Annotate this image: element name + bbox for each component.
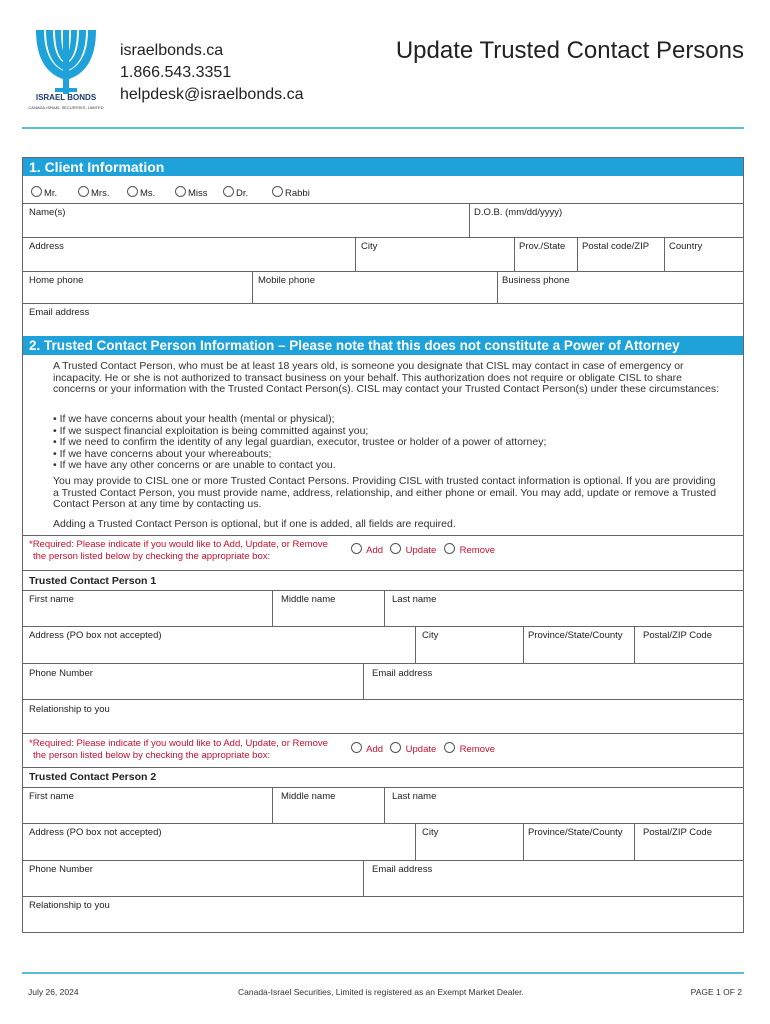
tcp1-email-cell[interactable] xyxy=(363,664,433,700)
footer-note: Canada-Israel Securities, Limited is registered as an Exempt Market Dealer. xyxy=(238,987,524,997)
email-link[interactable]: helpdesk@israelbonds.ca xyxy=(120,86,304,103)
tcp2-middle-name-cell[interactable] xyxy=(272,788,336,824)
phone-number: 1.866.543.3351 xyxy=(120,64,232,81)
tcp2-email-cell[interactable] xyxy=(363,861,433,897)
radio-icon xyxy=(78,186,89,197)
bullet-item: • If we have any other concerns or are unable to contact you. xyxy=(53,459,336,472)
postal-label: Postal/ZIP Code xyxy=(643,827,713,838)
footer-divider xyxy=(22,972,744,974)
tcp-circumstances-list xyxy=(53,414,723,472)
svg-text:CANADA-ISRAEL SECURITIES, LIMI: CANADA-ISRAEL SECURITIES, LIMITED xyxy=(28,105,104,110)
section1-heading: 1. Client Information xyxy=(23,158,743,176)
tcp2-heading-row xyxy=(23,767,743,788)
radio-icon xyxy=(444,742,455,753)
mobile-phone-cell[interactable] xyxy=(252,272,316,304)
dob-label: D.O.B. (mm/dd/yyyy) xyxy=(474,207,563,218)
postal-cell[interactable] xyxy=(577,238,650,272)
city-label: City xyxy=(361,241,378,252)
mobile-phone-label: Mobile phone xyxy=(258,275,316,286)
radio-icon xyxy=(272,186,283,197)
dob-cell[interactable] xyxy=(469,204,563,238)
tcp2-relationship-row xyxy=(23,896,743,933)
tcp1-name-row xyxy=(23,590,743,627)
title-option-mr[interactable]: Mr. xyxy=(31,186,57,199)
province-label: Province/State/County xyxy=(528,827,623,838)
radio-icon xyxy=(390,543,401,554)
address-field[interactable]: Address xyxy=(29,241,64,252)
website-link[interactable]: israelbonds.ca xyxy=(120,42,224,59)
footer-date: July 26, 2024 xyxy=(28,987,79,997)
email-label: Email address xyxy=(372,668,433,679)
footer-page-number: PAGE 1 OF 2 xyxy=(690,987,742,997)
contact-info xyxy=(120,40,303,106)
section2-heading: 2. Trusted Contact Person Information – Please note that this does not constitute a Power of Attorney xyxy=(23,336,743,355)
middle-name-label: Middle name xyxy=(281,791,336,802)
radio-icon xyxy=(351,543,362,554)
tcp2-add-option[interactable]: Add xyxy=(351,742,383,755)
tcp2-address-field[interactable]: Address (PO box not accepted) xyxy=(29,827,162,838)
radio-icon xyxy=(175,186,186,197)
tcp1-last-name-cell[interactable] xyxy=(384,591,437,627)
radio-icon xyxy=(351,742,362,753)
business-phone-label: Business phone xyxy=(502,275,570,286)
tcp1-action-row xyxy=(23,535,743,571)
province-label: Province/State/County xyxy=(528,630,623,641)
tcp1-address-row xyxy=(23,626,743,664)
prov-label: Prov./State xyxy=(519,241,566,252)
city-label: City xyxy=(422,630,439,641)
tcp1-required-instruction: *Required: Please indicate if you would like to Add, Update, or Remove the person listed below by checking the appropriate box: xyxy=(29,539,328,562)
postal-label: Postal code/ZIP xyxy=(582,241,650,252)
email-row xyxy=(23,303,743,336)
title-option-miss[interactable]: Miss xyxy=(175,186,208,199)
city-label: City xyxy=(422,827,439,838)
business-phone-cell[interactable] xyxy=(497,272,570,304)
names-field[interactable]: Name(s) xyxy=(29,207,66,218)
tcp1-heading: Trusted Contact Person 1 xyxy=(29,575,157,587)
tcp2-relationship-field[interactable]: Relationship to you xyxy=(29,900,110,911)
tcp2-first-name-field[interactable]: First name xyxy=(29,791,74,802)
last-name-label: Last name xyxy=(392,791,437,802)
tcp1-contact-row xyxy=(23,663,743,700)
title-option-rabbi[interactable]: Rabbi xyxy=(272,186,310,199)
bullet-item: • If we have concerns about your health (mental or physical); xyxy=(53,413,335,425)
tcp2-required-instruction: *Required: Please indicate if you would like to Add, Update, or Remove the person listed below by checking the appropriate box: xyxy=(29,738,328,761)
form-frame xyxy=(22,157,744,933)
radio-icon xyxy=(31,186,42,197)
city-cell[interactable] xyxy=(355,238,378,272)
tcp-optional-paragraph: You may provide to CISL one or more Trusted Contact Persons. Providing CISL with trusted contact information is optional. If you are providing a Trusted Contact Person, you must provide name, address, relationship, and either phone or email. You may add, update or remove a Trusted Contact Person at any time by contacting us. xyxy=(53,475,717,511)
home-phone-field[interactable]: Home phone xyxy=(29,275,84,286)
email-field[interactable]: Email address xyxy=(29,307,90,318)
tcp1-province-cell[interactable] xyxy=(523,627,623,664)
postal-label: Postal/ZIP Code xyxy=(643,630,713,641)
last-name-label: Last name xyxy=(392,594,437,605)
tcp-intro-paragraph: A Trusted Contact Person, who must be at least 18 years old, is someone you designate that CISL may contact in case of emergency or incapacity. He or she is not authorized to transact business on your behalf. This authorization does not require or obligate CISL to share concerns or your information with the Trusted Contact Person(s). CISL may contact your Trusted Contact Person(s) under these circumstances: xyxy=(53,360,720,396)
tcp2-contact-row xyxy=(23,860,743,897)
prov-cell[interactable] xyxy=(514,238,566,272)
tcp1-heading-row xyxy=(23,570,743,591)
bullet-item: • If we suspect financial exploitation is being committed against you; xyxy=(53,424,369,437)
svg-text:ISRAEL BONDS: ISRAEL BONDS xyxy=(35,93,97,102)
tcp2-remove-option[interactable]: Remove xyxy=(444,742,495,755)
tcp2-action-row xyxy=(23,733,743,768)
tcp1-relationship-field[interactable]: Relationship to you xyxy=(29,704,110,715)
title-option-mrs[interactable]: Mrs. xyxy=(78,186,109,199)
tcp1-remove-option[interactable]: Remove xyxy=(444,543,495,556)
tcp2-last-name-cell[interactable] xyxy=(384,788,437,824)
radio-icon xyxy=(444,543,455,554)
tcp2-phone-field[interactable]: Phone Number xyxy=(29,864,93,875)
title-option-ms[interactable]: Ms. xyxy=(127,186,155,199)
bullet-item: • If we have concerns about your whereabouts; xyxy=(53,447,272,460)
bullet-item: • If we need to confirm the identity of any legal guardian, executor, trustee or holder of a power of attorney; xyxy=(53,436,547,449)
tcp1-update-option[interactable]: Update xyxy=(390,543,436,556)
names-row xyxy=(23,203,743,238)
tcp1-city-cell[interactable] xyxy=(415,627,439,664)
radio-icon xyxy=(127,186,138,197)
tcp2-update-option[interactable]: Update xyxy=(390,742,436,755)
tcp-required-note: Adding a Trusted Contact Person is optional, but if one is added, all fields are required. xyxy=(53,518,456,530)
tcp1-phone-field[interactable]: Phone Number xyxy=(29,668,93,679)
tcp2-postal-cell[interactable] xyxy=(634,824,713,861)
phone-row xyxy=(23,271,743,304)
tcp1-first-name-field[interactable]: First name xyxy=(29,594,74,605)
title-option-dr[interactable]: Dr. xyxy=(223,186,248,199)
header-divider xyxy=(22,127,744,129)
tcp2-heading: Trusted Contact Person 2 xyxy=(29,771,157,783)
tcp1-relationship-row xyxy=(23,699,743,734)
tcp2-address-row xyxy=(23,823,743,861)
tcp1-add-option[interactable]: Add xyxy=(351,543,383,556)
address-row xyxy=(23,237,743,272)
tcp2-city-cell[interactable] xyxy=(415,824,439,861)
tcp1-address-field[interactable]: Address (PO box not accepted) xyxy=(29,630,162,641)
israel-bonds-logo xyxy=(22,24,110,112)
tcp2-province-cell[interactable] xyxy=(523,824,623,861)
country-label: Country xyxy=(669,241,703,252)
radio-icon xyxy=(390,742,401,753)
tcp1-middle-name-cell[interactable] xyxy=(272,591,336,627)
page-title: Update Trusted Contact Persons xyxy=(395,37,744,64)
middle-name-label: Middle name xyxy=(281,594,336,605)
tcp1-postal-cell[interactable] xyxy=(634,627,713,664)
tcp2-name-row xyxy=(23,787,743,824)
email-label: Email address xyxy=(372,864,433,875)
country-cell[interactable] xyxy=(664,238,703,272)
radio-icon xyxy=(223,186,234,197)
